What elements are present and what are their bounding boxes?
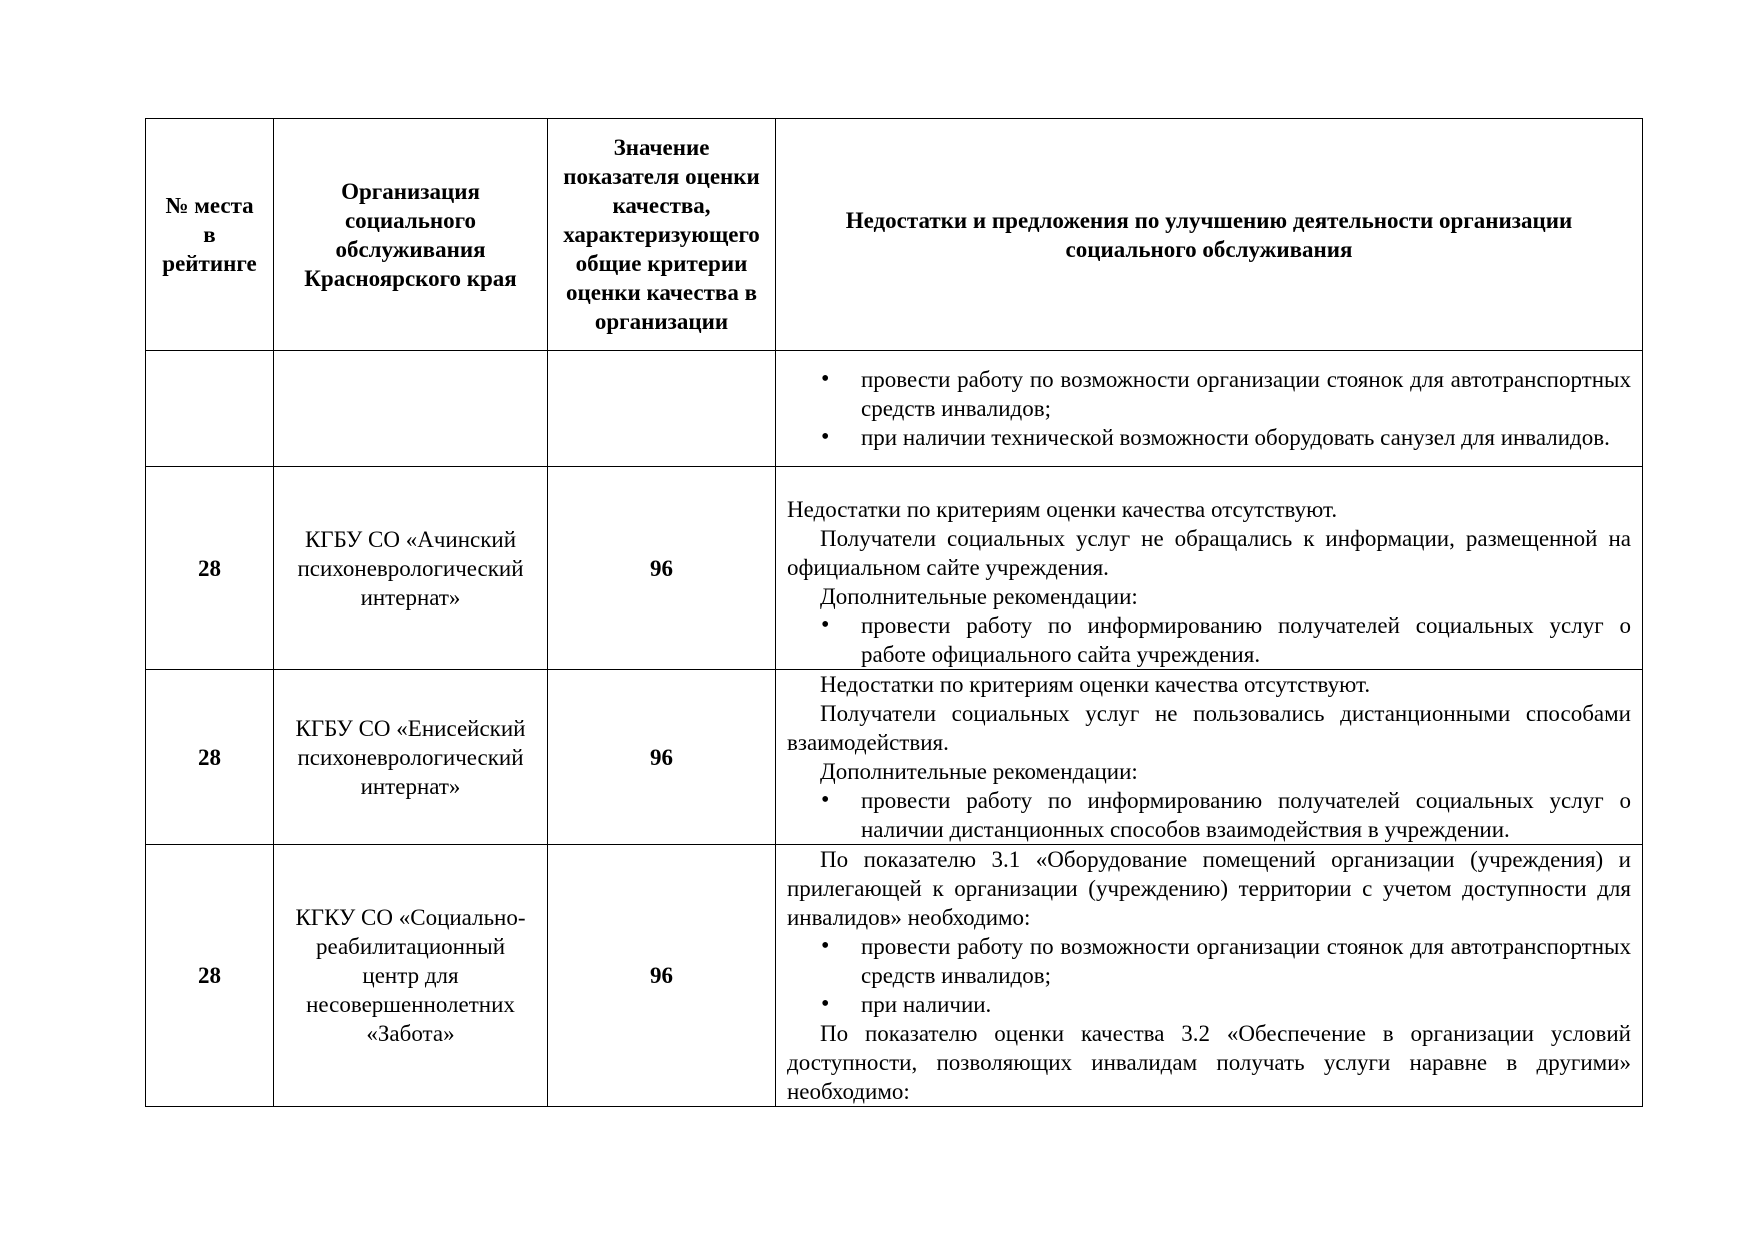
recommendations-cell [776, 467, 1643, 670]
list-item: • провести работу по возможности организации стоянок для автотранспортных средств инвалидов; [787, 365, 1631, 423]
bullet-list [787, 932, 1631, 1019]
organization-cell [274, 351, 548, 467]
place-cell: 28 [146, 845, 274, 1107]
recommendations-cell [776, 845, 1643, 1107]
list-item: • при наличии. [787, 990, 1631, 1019]
organization-cell: КГКУ СО «Социально-реабилитационный центр для несовершеннолетних «Забота» [274, 845, 548, 1107]
list-item: • провести работу по информированию получателей социальных услуг о работе официального сайта учреждения. [787, 611, 1631, 669]
value-cell: 96 [548, 467, 776, 670]
list-item: • при наличии технической возможности оборудовать санузел для инвалидов. [787, 423, 1631, 452]
header-shortcomings: Недостатки и предложения по улучшению деятельности организации социального обслуживания [776, 119, 1643, 351]
header-place: № места в рейтинге [146, 119, 274, 351]
paragraph: Получатели социальных услуг не пользовались дистанционными способами взаимодействия. [787, 701, 1631, 755]
value-cell: 96 [548, 845, 776, 1107]
bullet-list [787, 611, 1631, 669]
list-item: • провести работу по информированию получателей социальных услуг о наличии дистанционных способов взаимодействия в учреждении. [787, 786, 1631, 844]
value-cell: 96 [548, 670, 776, 845]
table-row [146, 467, 1643, 670]
paragraph: Получатели социальных услуг не обращались к информации, размещенной на официальном сайте учреждения. [787, 526, 1631, 580]
place-cell: 28 [146, 467, 274, 670]
recommendations-cell [776, 351, 1643, 467]
header-organization: Организация социального обслуживания Красноярского края [274, 119, 548, 351]
table-row [146, 351, 1643, 467]
table-header [146, 119, 1643, 351]
paragraph: Дополнительные рекомендации: [820, 584, 1138, 609]
value-cell [548, 351, 776, 467]
bullet-list [787, 365, 1631, 452]
paragraph: Недостатки по критериям оценки качества отсутствуют. [787, 497, 1338, 522]
paragraph: По показателю 3.1 «Оборудование помещений организации (учреждения) и прилегающей к организации (учреждению) территории с учетом доступности для инвалидов» необходимо: [787, 847, 1631, 930]
header-quality-value: Значение показателя оценки качества, характеризующего общие критерии оценки качества в организации [548, 119, 776, 351]
list-item: • провести работу по возможности организации стоянок для автотранспортных средств инвалидов; [787, 932, 1631, 990]
paragraph: Недостатки по критериям оценки качества отсутствуют. [820, 672, 1371, 697]
place-cell: 28 [146, 670, 274, 845]
recommendations-cell [776, 670, 1643, 845]
table-row [146, 670, 1643, 845]
paragraph: По показателю оценки качества 3.2 «Обеспечение в организации условий доступности, позволяющих инвалидам получать услуги наравне в другими» необходимо: [787, 1021, 1631, 1104]
paragraph: Дополнительные рекомендации: [820, 759, 1138, 784]
table-row [146, 845, 1643, 1107]
organization-cell: КГБУ СО «Ачинский психоневрологический интернат» [274, 467, 548, 670]
organization-cell: КГБУ СО «Енисейский психоневрологический интернат» [274, 670, 548, 845]
place-cell [146, 351, 274, 467]
rating-table [145, 118, 1643, 1107]
bullet-list [787, 786, 1631, 844]
